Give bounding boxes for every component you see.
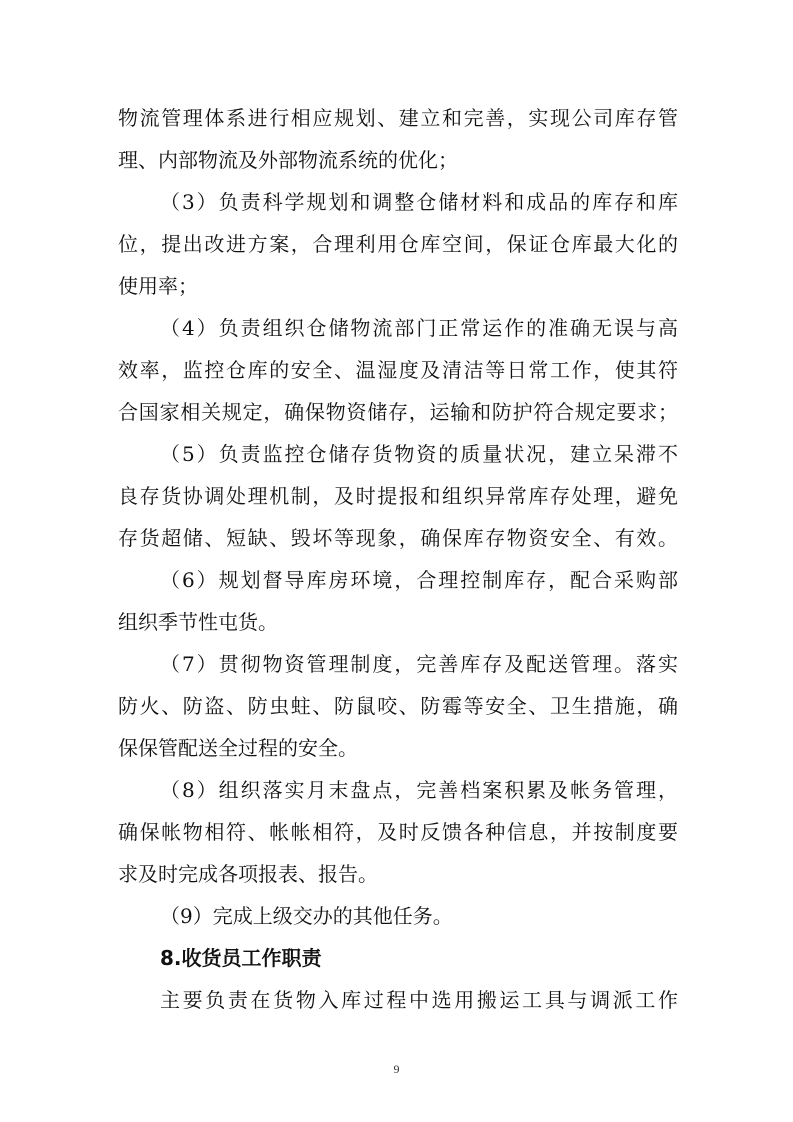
text-line: 使用率； [118, 274, 198, 298]
text-line: 物流管理体系进行相应规划、建立和完善，实现公司库存管 [118, 106, 678, 130]
text-line: （8）组织落实月末盘点，完善档案积累及帐务管理， [160, 778, 678, 802]
text-line: 保保管配送全过程的安全。 [118, 736, 358, 760]
text-line: （4）负责组织仓储物流部门正常运作的准确无误与高 [160, 316, 678, 340]
text-line: （6）规划督导库房环境，合理控制库存，配合采购部 [160, 568, 678, 592]
text-line: （5）负责监控仓储存货物资的质量状况，建立呆滞不 [160, 442, 678, 466]
text-line: （9）完成上级交办的其他任务。 [160, 904, 453, 928]
text-line: 组织季节性屯货。 [118, 610, 278, 634]
text-line: 求及时完成各项报表、报告。 [118, 862, 378, 886]
section-heading: 8.收货员工作职责 [160, 946, 322, 970]
text-line: 理、内部物流及外部物流系统的优化； [118, 148, 458, 172]
text-line: 效率，监控仓库的安全、温湿度及清洁等日常工作，使其符 [118, 358, 678, 382]
text-line: 良存货协调处理机制，及时提报和组织异常库存处理，避免 [118, 484, 678, 508]
text-line: 主要负责在货物入库过程中选用搬运工具与调派工作 [160, 988, 678, 1012]
text-line: （7）贯彻物资管理制度，完善库存及配送管理。落实 [160, 652, 678, 676]
text-line: 存货超储、短缺、毁坏等现象，确保库存物资安全、有效。 [118, 526, 678, 550]
page-number: 9 [393, 1062, 400, 1076]
document-body [118, 97, 678, 1021]
text-line: 位，提出改进方案，合理利用仓库空间，保证仓库最大化的 [118, 232, 678, 256]
text-line: 合国家相关规定，确保物资储存，运输和防护符合规定要求； [118, 400, 678, 424]
text-line: （3）负责科学规划和调整仓储材料和成品的库存和库 [160, 190, 678, 214]
text-line: 防火、防盗、防虫蛀、防鼠咬、防霉等安全、卫生措施，确 [118, 694, 678, 718]
text-line: 确保帐物相符、帐帐相符，及时反馈各种信息，并按制度要 [118, 820, 678, 844]
